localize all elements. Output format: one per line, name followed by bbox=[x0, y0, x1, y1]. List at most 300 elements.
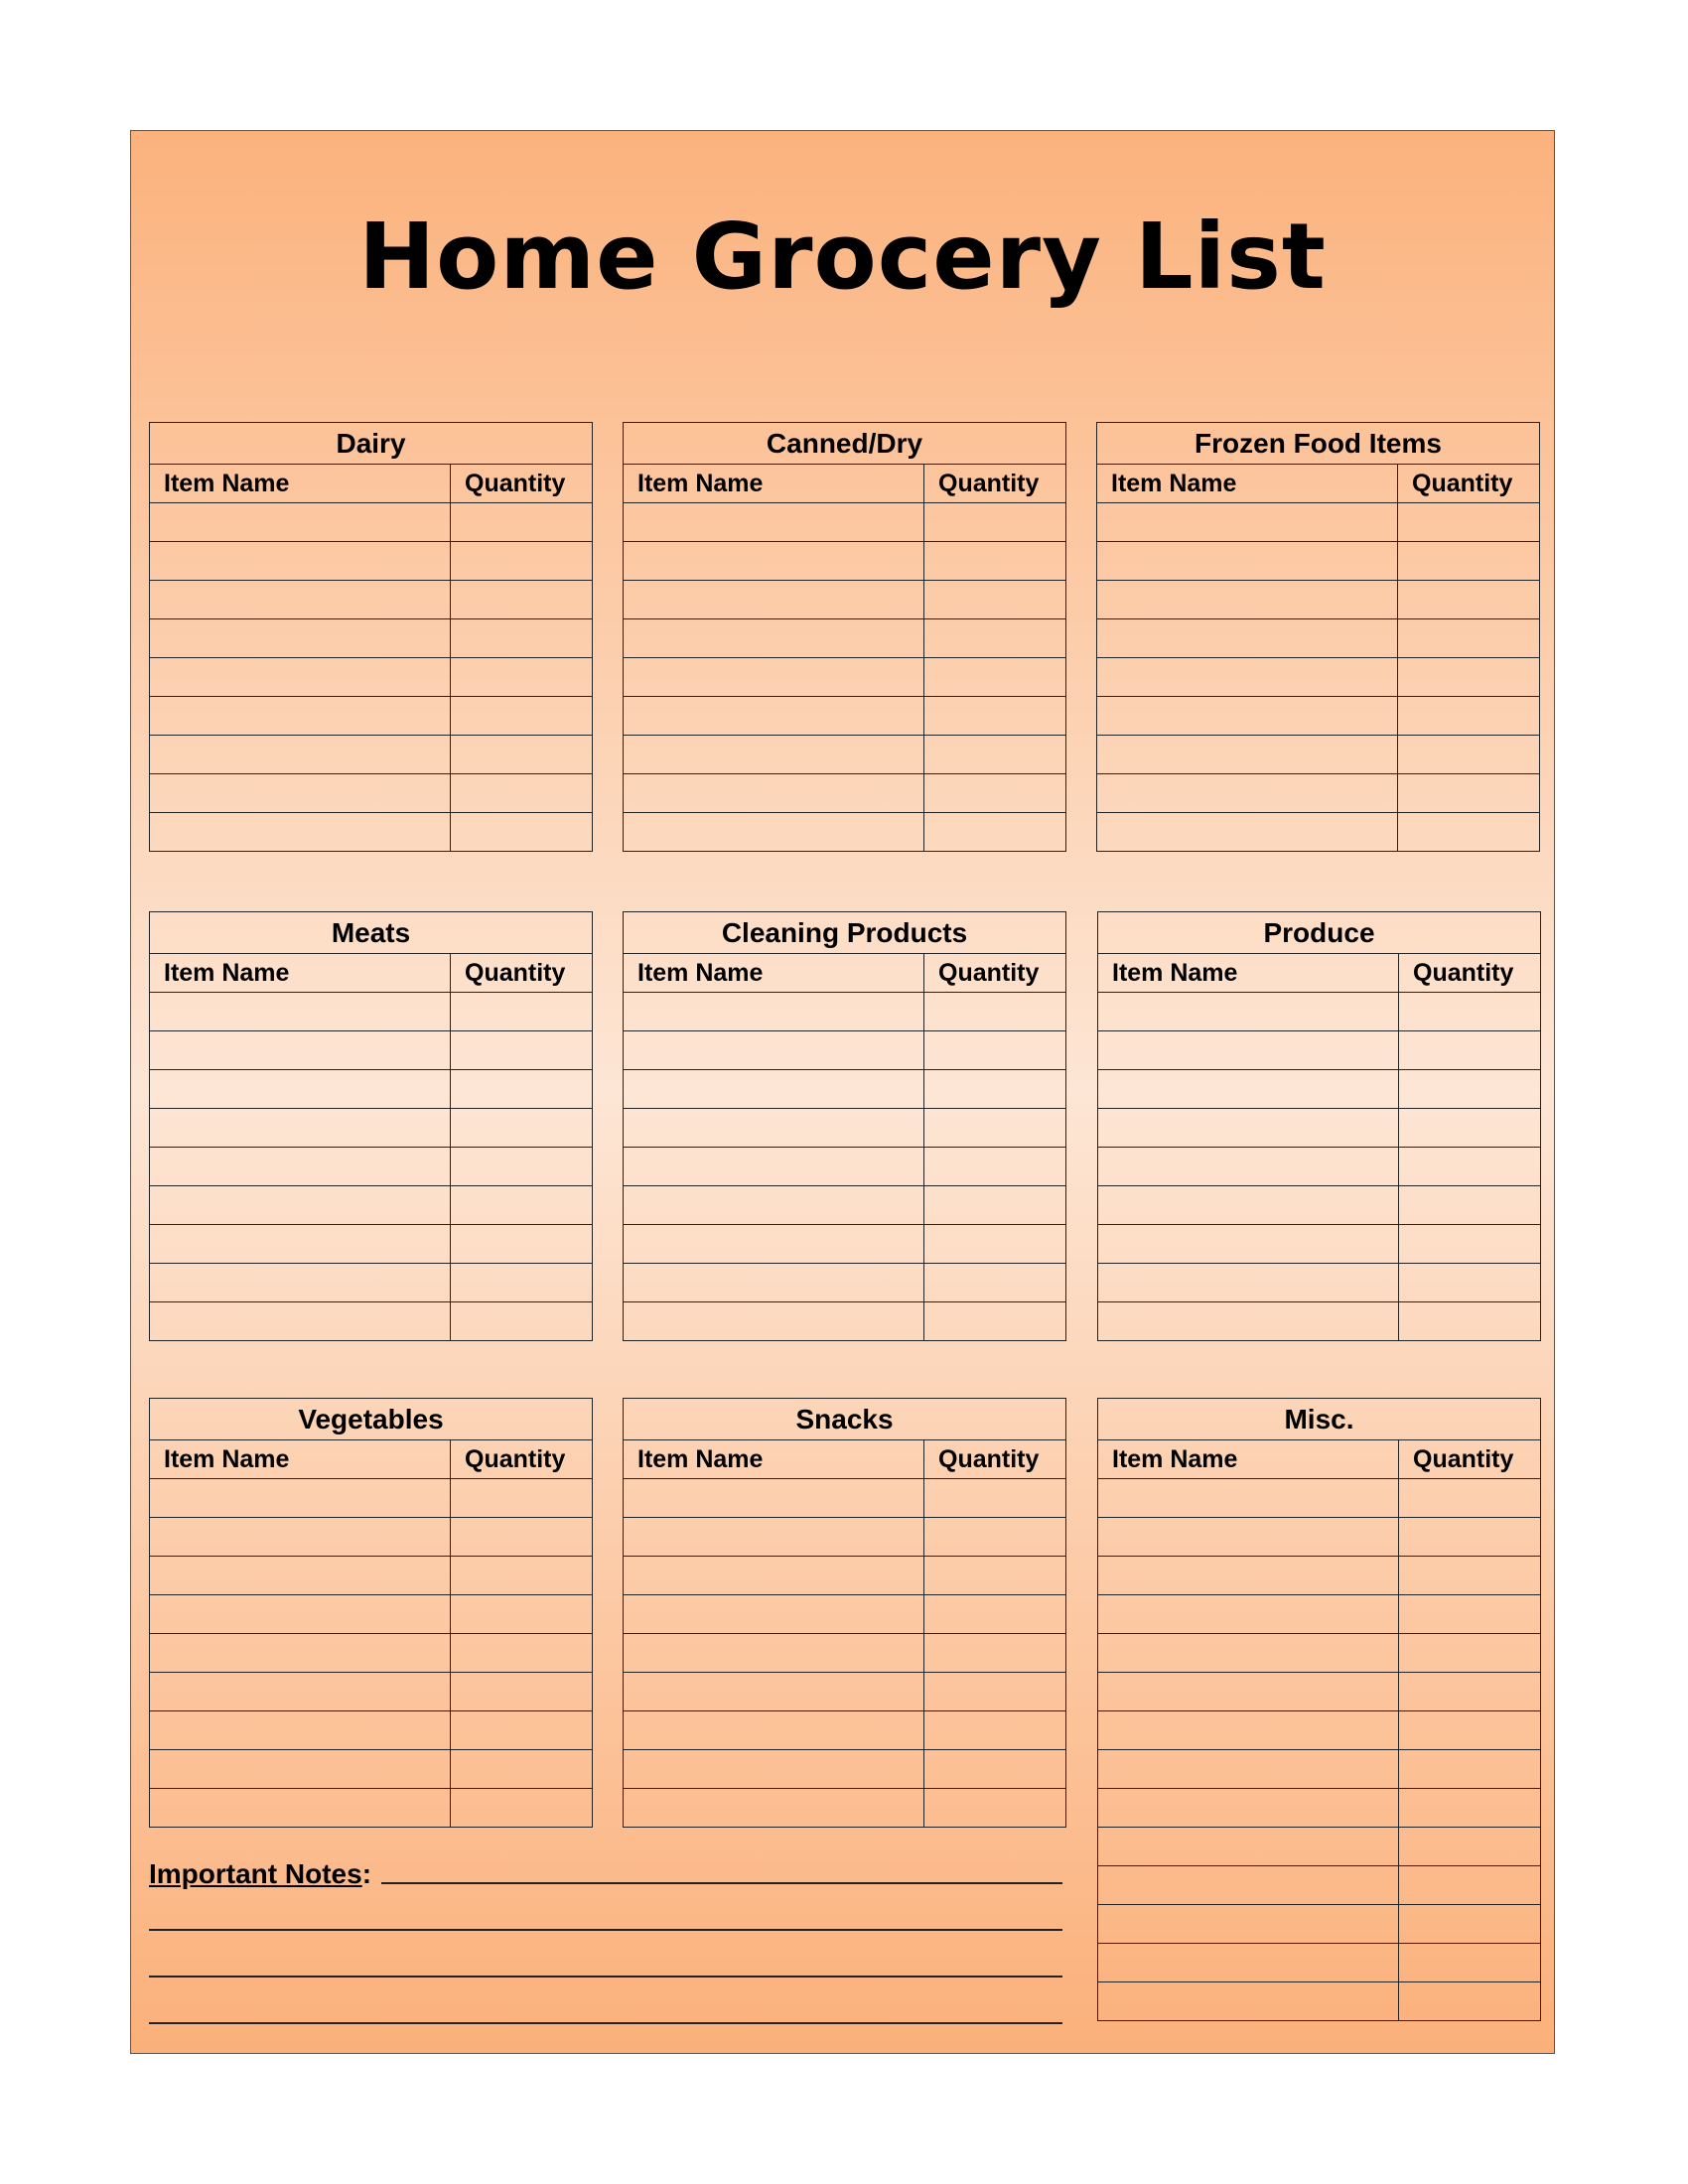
quantity-cell[interactable] bbox=[924, 1479, 1066, 1518]
table-row bbox=[624, 1302, 1066, 1341]
table-row bbox=[1098, 1518, 1541, 1557]
table-row bbox=[624, 1634, 1066, 1673]
table-row bbox=[150, 1789, 593, 1828]
item-name-cell[interactable] bbox=[150, 1031, 451, 1070]
table-row bbox=[1098, 1789, 1541, 1828]
table-row bbox=[624, 993, 1066, 1031]
item-name-cell[interactable] bbox=[1098, 1109, 1399, 1148]
table-row bbox=[1098, 1634, 1541, 1673]
quantity-cell[interactable] bbox=[1399, 1905, 1541, 1944]
item-name-cell[interactable] bbox=[1098, 1479, 1399, 1518]
item-name-cell[interactable] bbox=[624, 1264, 924, 1302]
item-name-cell[interactable] bbox=[624, 1711, 924, 1750]
item-name-cell[interactable] bbox=[150, 813, 451, 852]
quantity-cell[interactable] bbox=[924, 1518, 1066, 1557]
quantity-header: Quantity bbox=[1398, 465, 1540, 503]
notes-write-line[interactable] bbox=[149, 2022, 1062, 2024]
table-row bbox=[624, 658, 1066, 697]
item-name-cell[interactable] bbox=[624, 774, 924, 813]
notes-extra-lines bbox=[149, 1890, 1062, 2030]
item-name-cell[interactable] bbox=[624, 1479, 924, 1518]
quantity-cell[interactable] bbox=[924, 697, 1066, 736]
quantity-cell[interactable] bbox=[451, 1518, 593, 1557]
quantity-cell[interactable] bbox=[451, 1225, 593, 1264]
item-name-cell[interactable] bbox=[150, 1595, 451, 1634]
quantity-cell[interactable] bbox=[1399, 1634, 1541, 1673]
quantity-cell[interactable] bbox=[924, 1225, 1066, 1264]
quantity-cell[interactable] bbox=[451, 736, 593, 774]
table-row bbox=[150, 503, 593, 542]
item-name-cell[interactable] bbox=[150, 1479, 451, 1518]
quantity-cell[interactable] bbox=[451, 1148, 593, 1186]
quantity-cell[interactable] bbox=[924, 1557, 1066, 1595]
table-row bbox=[1097, 581, 1540, 619]
item-name-cell[interactable] bbox=[150, 1634, 451, 1673]
category-title: Dairy bbox=[150, 423, 593, 465]
quantity-cell[interactable] bbox=[451, 1109, 593, 1148]
quantity-cell[interactable] bbox=[451, 1750, 593, 1789]
item-name-header: Item Name bbox=[150, 954, 451, 993]
quantity-header: Quantity bbox=[1399, 954, 1541, 993]
quantity-cell[interactable] bbox=[1399, 1070, 1541, 1109]
quantity-cell[interactable] bbox=[1399, 1479, 1541, 1518]
quantity-cell[interactable] bbox=[924, 1711, 1066, 1750]
item-name-header: Item Name bbox=[150, 465, 451, 503]
table-row bbox=[1098, 993, 1541, 1031]
quantity-cell[interactable] bbox=[924, 813, 1066, 852]
quantity-cell[interactable] bbox=[924, 1302, 1066, 1341]
quantity-cell[interactable] bbox=[924, 774, 1066, 813]
table-row bbox=[150, 542, 593, 581]
item-name-cell[interactable] bbox=[624, 993, 924, 1031]
item-name-cell[interactable] bbox=[150, 658, 451, 697]
item-name-cell[interactable] bbox=[624, 1634, 924, 1673]
item-name-cell[interactable] bbox=[150, 1070, 451, 1109]
table-row bbox=[624, 581, 1066, 619]
table-row bbox=[624, 1750, 1066, 1789]
item-name-cell[interactable] bbox=[1098, 1828, 1399, 1866]
quantity-cell[interactable] bbox=[1399, 1673, 1541, 1711]
table-row bbox=[624, 1186, 1066, 1225]
quantity-cell[interactable] bbox=[1399, 1302, 1541, 1341]
notes-write-line[interactable] bbox=[149, 1929, 1062, 1931]
item-name-cell[interactable] bbox=[624, 1789, 924, 1828]
item-name-cell[interactable] bbox=[150, 1673, 451, 1711]
quantity-cell[interactable] bbox=[924, 542, 1066, 581]
item-name-cell[interactable] bbox=[624, 658, 924, 697]
quantity-header: Quantity bbox=[451, 465, 593, 503]
quantity-cell[interactable] bbox=[451, 1634, 593, 1673]
table-row bbox=[1097, 542, 1540, 581]
item-name-cell[interactable] bbox=[624, 619, 924, 658]
table-row bbox=[150, 658, 593, 697]
item-name-cell[interactable] bbox=[150, 1518, 451, 1557]
item-name-cell[interactable] bbox=[1098, 1982, 1399, 2021]
notes-line-row bbox=[149, 1937, 1062, 1983]
item-name-cell[interactable] bbox=[150, 1225, 451, 1264]
category-title: Snacks bbox=[624, 1399, 1066, 1440]
item-name-cell[interactable] bbox=[150, 736, 451, 774]
table-row bbox=[150, 736, 593, 774]
table-row bbox=[1098, 1905, 1541, 1944]
table-row bbox=[624, 1557, 1066, 1595]
item-name-cell[interactable] bbox=[150, 1264, 451, 1302]
quantity-header: Quantity bbox=[924, 954, 1066, 993]
item-name-cell[interactable] bbox=[624, 1109, 924, 1148]
item-name-cell[interactable] bbox=[1098, 1673, 1399, 1711]
item-name-cell[interactable] bbox=[624, 1031, 924, 1070]
table-row bbox=[624, 1031, 1066, 1070]
item-name-cell[interactable] bbox=[624, 1557, 924, 1595]
item-name-header: Item Name bbox=[150, 1440, 451, 1479]
table-row bbox=[624, 542, 1066, 581]
notes-write-line[interactable] bbox=[381, 1882, 1062, 1884]
table-row bbox=[1098, 1750, 1541, 1789]
item-name-cell[interactable] bbox=[624, 1070, 924, 1109]
item-name-cell[interactable] bbox=[150, 503, 451, 542]
notes-line-row bbox=[149, 1983, 1062, 2030]
quantity-cell[interactable] bbox=[924, 993, 1066, 1031]
quantity-cell[interactable] bbox=[451, 1595, 593, 1634]
item-name-cell[interactable] bbox=[1098, 1264, 1399, 1302]
table-row bbox=[150, 1595, 593, 1634]
item-name-cell[interactable] bbox=[1097, 503, 1398, 542]
quantity-cell[interactable] bbox=[451, 1186, 593, 1225]
table-row bbox=[1098, 1711, 1541, 1750]
notes-line-row bbox=[149, 1890, 1062, 1937]
quantity-header: Quantity bbox=[924, 465, 1066, 503]
category-title: Produce bbox=[1098, 912, 1541, 954]
quantity-cell[interactable] bbox=[1398, 658, 1540, 697]
table-row bbox=[150, 1148, 593, 1186]
table-row bbox=[624, 736, 1066, 774]
item-name-header: Item Name bbox=[624, 1440, 924, 1479]
quantity-cell[interactable] bbox=[1399, 1518, 1541, 1557]
table-row bbox=[150, 1750, 593, 1789]
item-name-cell[interactable] bbox=[1098, 1595, 1399, 1634]
item-name-cell[interactable] bbox=[1098, 1634, 1399, 1673]
table-row bbox=[150, 1673, 593, 1711]
category-table bbox=[149, 911, 593, 1341]
quantity-cell[interactable] bbox=[451, 1070, 593, 1109]
quantity-cell[interactable] bbox=[451, 1673, 593, 1711]
category-table bbox=[149, 422, 593, 852]
quantity-cell[interactable] bbox=[924, 1789, 1066, 1828]
quantity-cell[interactable] bbox=[924, 1750, 1066, 1789]
category-title: Misc. bbox=[1098, 1399, 1541, 1440]
table-row bbox=[1097, 736, 1540, 774]
item-name-cell[interactable] bbox=[1097, 581, 1398, 619]
quantity-cell[interactable] bbox=[1399, 1031, 1541, 1070]
item-name-cell[interactable] bbox=[624, 581, 924, 619]
quantity-cell[interactable] bbox=[451, 993, 593, 1031]
table-row bbox=[624, 1148, 1066, 1186]
table-row bbox=[624, 1479, 1066, 1518]
item-name-cell[interactable] bbox=[1098, 1789, 1399, 1828]
item-name-cell[interactable] bbox=[624, 1595, 924, 1634]
item-name-cell[interactable] bbox=[1098, 1866, 1399, 1905]
item-name-cell[interactable] bbox=[150, 697, 451, 736]
quantity-cell[interactable] bbox=[451, 1302, 593, 1341]
item-name-cell[interactable] bbox=[1098, 993, 1399, 1031]
quantity-cell[interactable] bbox=[924, 1148, 1066, 1186]
table-row bbox=[150, 1518, 593, 1557]
table-row bbox=[1097, 503, 1540, 542]
quantity-header: Quantity bbox=[451, 954, 593, 993]
quantity-cell[interactable] bbox=[924, 581, 1066, 619]
item-name-header: Item Name bbox=[1098, 954, 1399, 993]
table-row bbox=[1098, 1479, 1541, 1518]
table-row bbox=[624, 1789, 1066, 1828]
item-name-cell[interactable] bbox=[1097, 542, 1398, 581]
page-title: Home Grocery List bbox=[358, 204, 1327, 310]
quantity-cell[interactable] bbox=[1399, 1944, 1541, 1982]
quantity-cell[interactable] bbox=[1399, 1789, 1541, 1828]
table-row bbox=[150, 697, 593, 736]
notes-label: Important Notes bbox=[149, 1858, 362, 1889]
quantity-cell[interactable] bbox=[1398, 697, 1540, 736]
quantity-cell[interactable] bbox=[1398, 581, 1540, 619]
quantity-cell[interactable] bbox=[924, 1634, 1066, 1673]
item-name-cell[interactable] bbox=[624, 542, 924, 581]
quantity-cell[interactable] bbox=[924, 619, 1066, 658]
quantity-header: Quantity bbox=[1399, 1440, 1541, 1479]
quantity-cell[interactable] bbox=[1399, 1750, 1541, 1789]
quantity-cell[interactable] bbox=[1399, 1186, 1541, 1225]
quantity-cell[interactable] bbox=[1399, 1982, 1541, 2021]
category-table bbox=[623, 1398, 1066, 1828]
table-row bbox=[624, 1673, 1066, 1711]
table-row bbox=[1098, 1944, 1541, 1982]
quantity-cell[interactable] bbox=[924, 503, 1066, 542]
quantity-cell[interactable] bbox=[1399, 1109, 1541, 1148]
quantity-cell[interactable] bbox=[1398, 813, 1540, 852]
quantity-cell[interactable] bbox=[1399, 993, 1541, 1031]
quantity-cell[interactable] bbox=[1398, 774, 1540, 813]
item-name-cell[interactable] bbox=[1098, 1302, 1399, 1341]
item-name-cell[interactable] bbox=[1098, 1944, 1399, 1982]
quantity-cell[interactable] bbox=[451, 1264, 593, 1302]
table-row bbox=[150, 1225, 593, 1264]
table-row bbox=[1098, 1302, 1541, 1341]
item-name-cell[interactable] bbox=[1098, 1711, 1399, 1750]
category-table bbox=[149, 1398, 593, 1828]
quantity-cell[interactable] bbox=[1398, 542, 1540, 581]
item-name-cell[interactable] bbox=[150, 1557, 451, 1595]
quantity-cell[interactable] bbox=[1398, 619, 1540, 658]
category-table bbox=[1096, 422, 1540, 852]
item-name-cell[interactable] bbox=[1097, 736, 1398, 774]
item-name-cell[interactable] bbox=[150, 1148, 451, 1186]
item-name-cell[interactable] bbox=[150, 1302, 451, 1341]
item-name-cell[interactable] bbox=[624, 1148, 924, 1186]
quantity-cell[interactable] bbox=[1399, 1557, 1541, 1595]
grocery-list-sheet bbox=[130, 130, 1555, 2054]
item-name-cell[interactable] bbox=[1098, 1070, 1399, 1109]
item-name-cell[interactable] bbox=[1098, 1225, 1399, 1264]
item-name-cell[interactable] bbox=[1097, 774, 1398, 813]
category-title: Meats bbox=[150, 912, 593, 954]
category-title: Vegetables bbox=[150, 1399, 593, 1440]
important-notes bbox=[149, 1843, 1062, 2030]
quantity-cell[interactable] bbox=[924, 1673, 1066, 1711]
quantity-cell[interactable] bbox=[1399, 1828, 1541, 1866]
item-name-header: Item Name bbox=[624, 465, 924, 503]
quantity-cell[interactable] bbox=[451, 503, 593, 542]
item-name-cell[interactable] bbox=[150, 1711, 451, 1750]
table-row bbox=[1098, 1225, 1541, 1264]
item-name-cell[interactable] bbox=[150, 542, 451, 581]
table-row bbox=[1098, 1673, 1541, 1711]
item-name-cell[interactable] bbox=[150, 1109, 451, 1148]
item-name-cell[interactable] bbox=[150, 1750, 451, 1789]
item-name-cell[interactable] bbox=[1097, 619, 1398, 658]
category-title: Cleaning Products bbox=[624, 912, 1066, 954]
table-row bbox=[1098, 1982, 1541, 2021]
table-row bbox=[150, 1557, 593, 1595]
quantity-header: Quantity bbox=[924, 1440, 1066, 1479]
category-table bbox=[1097, 911, 1541, 1341]
table-row bbox=[150, 1634, 593, 1673]
table-row bbox=[624, 697, 1066, 736]
quantity-cell[interactable] bbox=[924, 658, 1066, 697]
quantity-cell[interactable] bbox=[451, 581, 593, 619]
notes-colon: : bbox=[361, 1858, 372, 1889]
item-name-cell[interactable] bbox=[624, 1673, 924, 1711]
table-row bbox=[624, 1109, 1066, 1148]
quantity-cell[interactable] bbox=[1399, 1264, 1541, 1302]
table-row bbox=[1098, 1866, 1541, 1905]
table-row bbox=[150, 1070, 593, 1109]
table-row bbox=[150, 1109, 593, 1148]
table-row bbox=[150, 1264, 593, 1302]
quantity-cell[interactable] bbox=[451, 1789, 593, 1828]
item-name-cell[interactable] bbox=[1098, 1557, 1399, 1595]
item-name-cell[interactable] bbox=[624, 1186, 924, 1225]
item-name-cell[interactable] bbox=[1098, 1148, 1399, 1186]
item-name-cell[interactable] bbox=[624, 1302, 924, 1341]
item-name-cell[interactable] bbox=[150, 1789, 451, 1828]
quantity-cell[interactable] bbox=[451, 697, 593, 736]
table-row bbox=[1097, 813, 1540, 852]
quantity-cell[interactable] bbox=[924, 1264, 1066, 1302]
item-name-cell[interactable] bbox=[1097, 697, 1398, 736]
quantity-cell[interactable] bbox=[451, 774, 593, 813]
quantity-cell[interactable] bbox=[924, 736, 1066, 774]
table-row bbox=[150, 993, 593, 1031]
quantity-cell[interactable] bbox=[451, 1711, 593, 1750]
quantity-cell[interactable] bbox=[1398, 503, 1540, 542]
item-name-cell[interactable] bbox=[624, 813, 924, 852]
quantity-cell[interactable] bbox=[1399, 1225, 1541, 1264]
quantity-cell[interactable] bbox=[924, 1186, 1066, 1225]
table-row bbox=[1097, 619, 1540, 658]
table-row bbox=[150, 1479, 593, 1518]
quantity-cell[interactable] bbox=[451, 542, 593, 581]
table-row bbox=[1097, 697, 1540, 736]
item-name-cell[interactable] bbox=[624, 736, 924, 774]
quantity-cell[interactable] bbox=[451, 1479, 593, 1518]
table-row bbox=[1098, 1070, 1541, 1109]
quantity-cell[interactable] bbox=[924, 1595, 1066, 1634]
table-row bbox=[1097, 658, 1540, 697]
item-name-cell[interactable] bbox=[1098, 1518, 1399, 1557]
table-row bbox=[1098, 1109, 1541, 1148]
item-name-cell[interactable] bbox=[624, 1750, 924, 1789]
item-name-cell[interactable] bbox=[150, 1186, 451, 1225]
table-row bbox=[1098, 1557, 1541, 1595]
category-table bbox=[623, 422, 1066, 852]
table-row bbox=[150, 1711, 593, 1750]
table-row bbox=[150, 813, 593, 852]
quantity-cell[interactable] bbox=[1399, 1711, 1541, 1750]
table-row bbox=[624, 1711, 1066, 1750]
quantity-cell[interactable] bbox=[1399, 1866, 1541, 1905]
item-name-cell[interactable] bbox=[624, 1518, 924, 1557]
item-name-header: Item Name bbox=[1098, 1440, 1399, 1479]
item-name-cell[interactable] bbox=[1097, 658, 1398, 697]
quantity-cell[interactable] bbox=[451, 1031, 593, 1070]
table-row bbox=[1098, 1828, 1541, 1866]
quantity-cell[interactable] bbox=[451, 619, 593, 658]
item-name-cell[interactable] bbox=[1097, 813, 1398, 852]
item-name-cell[interactable] bbox=[1098, 1750, 1399, 1789]
quantity-cell[interactable] bbox=[924, 1070, 1066, 1109]
table-row bbox=[1097, 774, 1540, 813]
table-row bbox=[1098, 1186, 1541, 1225]
category-table bbox=[623, 911, 1066, 1341]
table-row bbox=[150, 619, 593, 658]
table-row bbox=[624, 813, 1066, 852]
category-title: Frozen Food Items bbox=[1097, 423, 1540, 465]
item-name-cell[interactable] bbox=[624, 697, 924, 736]
table-row bbox=[624, 774, 1066, 813]
item-name-header: Item Name bbox=[624, 954, 924, 993]
table-row bbox=[1098, 1148, 1541, 1186]
item-name-cell[interactable] bbox=[1098, 1031, 1399, 1070]
quantity-cell[interactable] bbox=[1398, 736, 1540, 774]
item-name-cell[interactable] bbox=[1098, 1186, 1399, 1225]
table-row bbox=[624, 1070, 1066, 1109]
table-row bbox=[1098, 1595, 1541, 1634]
item-name-cell[interactable] bbox=[150, 581, 451, 619]
quantity-cell[interactable] bbox=[451, 813, 593, 852]
table-row bbox=[150, 1031, 593, 1070]
quantity-header: Quantity bbox=[451, 1440, 593, 1479]
quantity-cell[interactable] bbox=[1399, 1148, 1541, 1186]
quantity-cell[interactable] bbox=[924, 1109, 1066, 1148]
quantity-cell[interactable] bbox=[451, 658, 593, 697]
notes-write-line[interactable] bbox=[149, 1976, 1062, 1978]
table-row bbox=[150, 581, 593, 619]
item-name-cell[interactable] bbox=[150, 774, 451, 813]
table-row bbox=[150, 774, 593, 813]
item-name-cell[interactable] bbox=[1098, 1905, 1399, 1944]
notes-first-row bbox=[149, 1843, 1062, 1890]
quantity-cell[interactable] bbox=[1399, 1595, 1541, 1634]
quantity-cell[interactable] bbox=[924, 1031, 1066, 1070]
table-row bbox=[624, 503, 1066, 542]
item-name-cell[interactable] bbox=[624, 1225, 924, 1264]
item-name-cell[interactable] bbox=[150, 993, 451, 1031]
item-name-cell[interactable] bbox=[150, 619, 451, 658]
item-name-cell[interactable] bbox=[624, 503, 924, 542]
table-row bbox=[1098, 1264, 1541, 1302]
quantity-cell[interactable] bbox=[451, 1557, 593, 1595]
table-row bbox=[150, 1186, 593, 1225]
table-row bbox=[624, 619, 1066, 658]
table-row bbox=[1098, 1031, 1541, 1070]
